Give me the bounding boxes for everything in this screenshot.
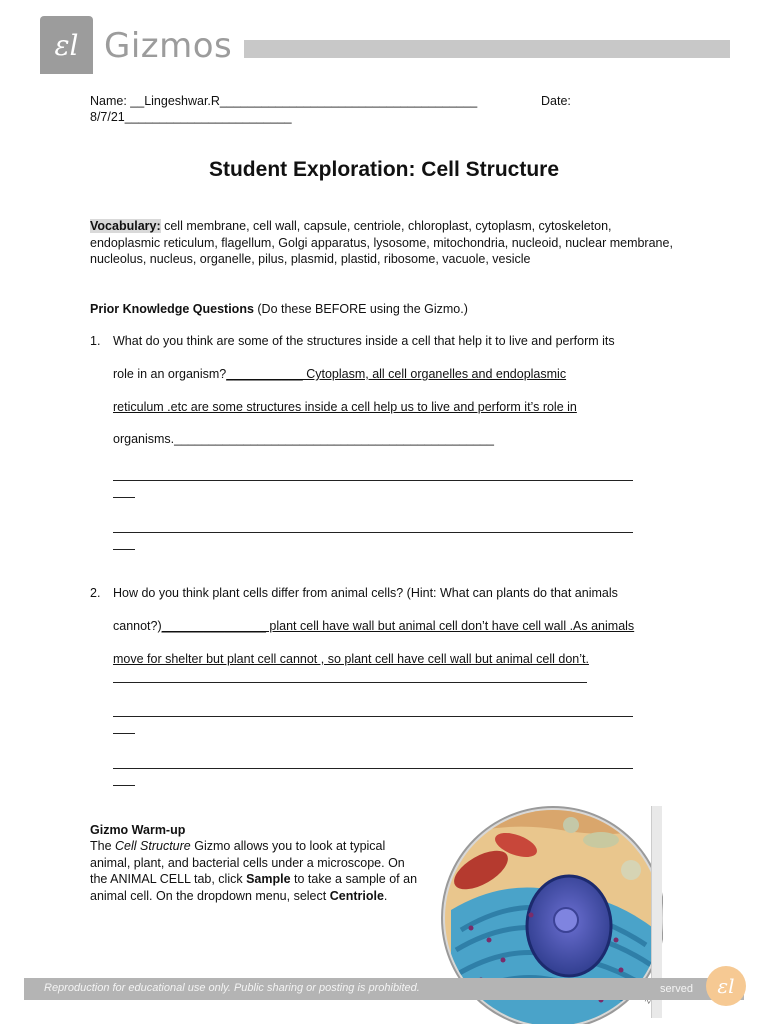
footer-logo-glyph: ɛl — [717, 974, 735, 998]
sample-keyword: Sample — [246, 872, 291, 886]
warm-up-text-2: Gizmo allows you to look at typical animal, plant, and bacterial cells under a microscope. On the ANIMAL CELL tab, click — [90, 839, 405, 886]
date-field: 8/7/21________________________ — [90, 110, 292, 124]
question-1-answer-2: reticulum .etc are some structures inside a cell help us to live and perform it’s role in — [113, 400, 577, 414]
gizmo-name: Cell Structure — [115, 839, 191, 853]
vocabulary-label: Vocabulary: — [90, 219, 161, 233]
prior-knowledge-note: (Do these BEFORE using the Gizmo.) — [253, 302, 468, 316]
question-1-answer-3: organisms.______________________________________________ — [113, 432, 494, 446]
answer-rule — [113, 682, 587, 683]
question-2-number: 2. — [90, 586, 101, 600]
brand-name: Gizmos — [104, 26, 233, 66]
answer-rule-stub — [113, 733, 135, 734]
question-2-line2 — [113, 619, 634, 633]
question-1-line2 — [113, 367, 566, 381]
centriole-keyword: Centriole — [329, 888, 384, 903]
header-bar — [244, 40, 730, 58]
prior-knowledge-heading: Prior Knowledge Questions — [90, 302, 254, 316]
question-2-answer-1: _______________ plant cell have wall but animal cell don’t have cell wall .As animals — [161, 619, 635, 633]
question-2-text: How do you think plant cells differ from animal cells? (Hint: What can plants do that animals — [113, 586, 618, 600]
question-1-answer-1: ___________ Cytoplasm, all cell organelles and endoplasmic — [226, 367, 567, 381]
answer-rule — [113, 768, 633, 769]
date-label: Date: — [541, 94, 571, 108]
question-1-prefix: role in an organism? — [113, 367, 227, 381]
answer-rule-stub — [113, 549, 135, 550]
warm-up-text-4: . — [383, 888, 388, 903]
answer-rule — [113, 532, 633, 533]
answer-rule — [113, 480, 633, 481]
warm-up-text-1: The — [90, 839, 116, 853]
question-2-prefix: cannot?) — [113, 619, 162, 633]
warm-up-text-3: to take a sample of an animal cell. On the dropdown menu, select — [90, 872, 418, 903]
name-field: Name: __Lingeshwar.R_____________________________________ — [90, 94, 478, 108]
vocabulary-block — [90, 218, 680, 268]
question-1-text: What do you think are some of the structures inside a cell that help it to live and perform its — [113, 334, 615, 348]
answer-rule-stub — [113, 785, 135, 786]
logo-glyph: ɛl — [54, 28, 79, 62]
vocabulary-text: cell membrane, cell wall, capsule, centriole, chloroplast, cytoplasm, cytoskeleton, endoplasmic reticulum, flagellum, Golgi apparatus, lysosome, mitochondria, nucleoid, nuclear membrane, nucleolus, nucleus, organelle, pilus, plasmid, plastid, ribosome, vacuole, vesicle — [90, 219, 673, 266]
warm-up-heading: Gizmo Warm-up — [90, 823, 186, 837]
question-2-answer-2: move for shelter but plant cell cannot , so plant cell have cell wall but animal cell don’t. — [113, 652, 589, 666]
gizmos-logo — [40, 16, 93, 74]
prior-knowledge-heading-line — [90, 301, 468, 317]
footer-rights: served — [660, 983, 694, 995]
footer-logo — [706, 966, 746, 1006]
page-title: Student Exploration: Cell Structure — [208, 158, 560, 181]
footer-notice: Reproduction for educational use only. Public sharing or posting is prohibited. — [44, 982, 420, 994]
question-1-number: 1. — [90, 334, 101, 348]
warm-up-text — [90, 838, 425, 904]
answer-rule — [113, 716, 633, 717]
answer-rule-stub — [113, 497, 135, 498]
